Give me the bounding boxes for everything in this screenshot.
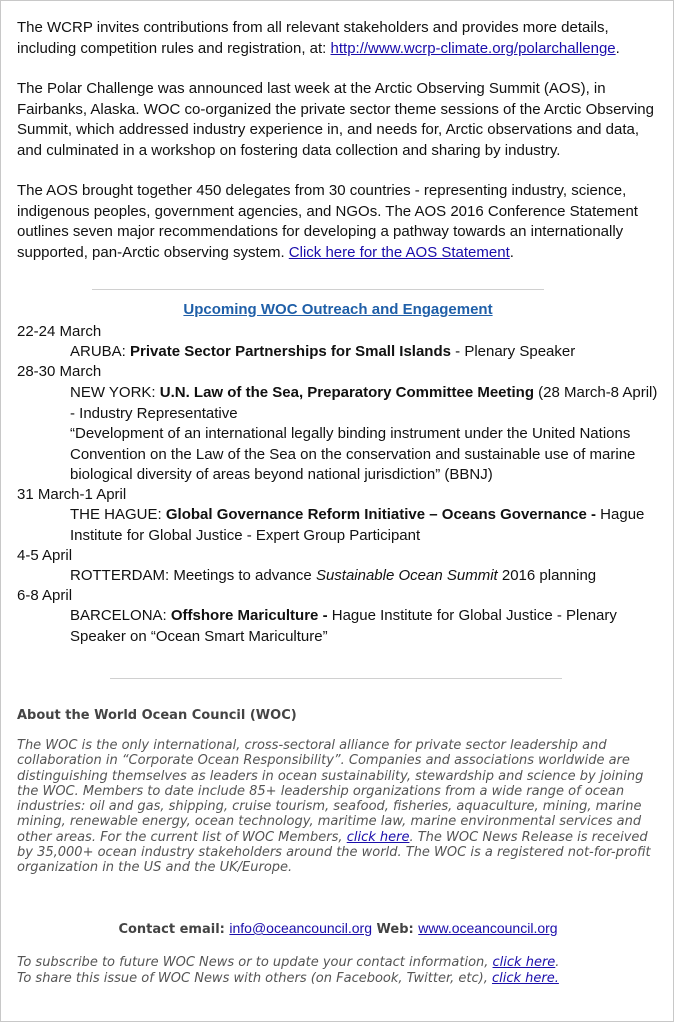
divider (92, 289, 544, 290)
event-role: 2016 planning (497, 567, 597, 584)
aos-announcement-paragraph: The Polar Challenge was announced last week at the Arctic Observing Summit (AOS), in Fairbanks, Alaska. WOC co-organized the private sector theme sessions of the Arctic Observing Summit, which addressed industry experience in, and needs for, Arctic observations and data, and culminated in a workshop on fostering data collection and sharing by industry. (17, 80, 654, 159)
event-name: Offshore Mariculture - (170, 607, 328, 624)
subscribe-line (17, 955, 667, 971)
email-link[interactable]: info@oceancouncil.org (229, 920, 373, 936)
event-date: 22-24 March (17, 323, 102, 340)
polar-challenge-paragraph (17, 18, 663, 59)
event-name: Sustainable Ocean Summit (315, 567, 498, 584)
about-heading: About the World Ocean Council (WOC) (17, 708, 297, 723)
event-detail (70, 342, 660, 363)
event-place: BARCELONA: (70, 607, 171, 624)
event-date: 6-8 April (17, 587, 73, 604)
aos-delegates-paragraph (17, 181, 663, 263)
event-date: 28-30 March (17, 363, 102, 380)
event-detail (70, 606, 660, 647)
event-name: U.N. Law of the Sea, Preparatory Committee Meeting (159, 384, 534, 401)
event-text: Meetings to advance (173, 567, 316, 584)
event-detail (70, 383, 660, 424)
event-place: NEW YORK: (70, 384, 160, 401)
about-text: The WOC is the only international, cross-sectoral alliance for private sector leadership and collaboration in “Corporate Ocean Responsibility”. Companies and associations worldwide are distinguishing themselves as leaders in ocean sustainability, stewardship and science by joining the WOC. Members to date include 85+ leadership organizations from a wide range of ocean industries: oil and gas, shipping, cruise tourism, seafood, fisheries, aquaculture, mining, marine mining, renewable energy, ocean technology, maritime law, marine environmental services and other areas. For the current list of WOC Members, (17, 738, 644, 845)
event-name: Private Sector Partnerships for Small Islands (130, 343, 451, 360)
event-role: - Plenary Speaker (450, 343, 576, 360)
website-link[interactable]: www.oceancouncil.org (418, 920, 558, 936)
event-detail (70, 566, 660, 587)
aos-statement-link[interactable]: for the AOS Statement (355, 243, 510, 261)
contact-line (0, 920, 676, 937)
event-date: 4-5 April (17, 547, 73, 564)
paragraph-end: . (615, 39, 620, 57)
aos-click-here-link[interactable]: Click here (288, 243, 356, 261)
about-paragraph (17, 738, 657, 876)
share-text: To share this issue of WOC News with others (on Facebook, Twitter, etc), (17, 971, 492, 986)
subscribe-click-here-link[interactable]: click here (492, 955, 556, 970)
share-line (17, 971, 667, 987)
share-click-here-link[interactable]: click here. (491, 971, 559, 986)
event-role: (28 March-8 April) - Industry Representative (70, 384, 658, 422)
paragraph-text: The WCRP invites contributions from all relevant stakeholders and provides more details, including competition rules and registration, at: (17, 19, 609, 57)
paragraph-end: . (509, 243, 514, 261)
event-place: THE HAGUE: (70, 506, 166, 523)
web-label: Web: (372, 922, 419, 937)
event-role: Hague Institute for Global Justice - Expert Group Participant (70, 506, 645, 544)
polar-challenge-link[interactable]: http://www.wcrp-climate.org/polarchallenge (330, 39, 616, 57)
events-title-link[interactable]: Upcoming WOC Outreach and Engagement (183, 301, 493, 318)
subscribe-end: . (555, 955, 560, 970)
email-label: Contact email: (118, 922, 230, 937)
about-text: . The WOC News Release is received by 35,000+ ocean industry stakeholders around the world. The WOC is a registered not-for-profit organization in the US and the UK/Europe. (17, 829, 651, 876)
event-quote: “Development of an international legally binding instrument under the United Nations Convention on the Law of the Sea on the conservation and sustainable use of marine biological diversity of areas beyond national jurisdiction” (BBNJ) (70, 425, 636, 483)
event-date: 31 March-1 April (17, 486, 127, 503)
event-role: Hague Institute for Global Justice - Plenary Speaker on “Ocean Smart Mariculture” (70, 607, 617, 645)
event-name: Global Governance Reform Initiative – Oceans Governance - (165, 506, 597, 523)
subscribe-text: To subscribe to future WOC News or to update your contact information, (17, 955, 493, 970)
paragraph-text: The AOS brought together 450 delegates from 30 countries - representing industry, science, indigenous peoples, government agencies, and NGOs. The AOS 2016 Conference Statement outlines seven major recommendations for developing a pathway towards an internationally supported, pan-Arctic observing system. (17, 182, 638, 261)
divider (110, 678, 562, 679)
event-detail (70, 505, 660, 546)
event-place: ARUBA: (70, 343, 131, 360)
event-place: ROTTERDAM: (70, 567, 174, 584)
members-click-here-link[interactable]: click here (346, 829, 410, 845)
